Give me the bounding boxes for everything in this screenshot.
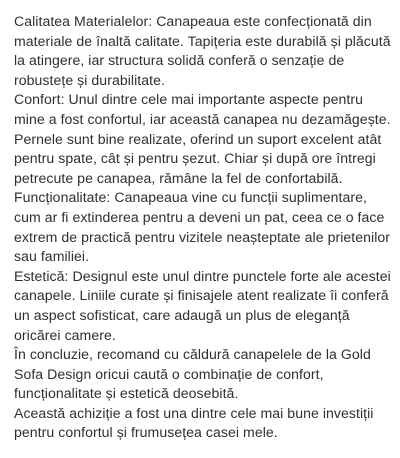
- paragraph-comfort: Confort: Unul dintre cele mai importante aspecte pentru mine a fost confortul, iar această canapea nu dezamăgește. Pernele sunt bine realizate, oferind un suport excelent atât pentru spate, cât și pentru șezut. Chiar și după ore întregi petrecute pe canapea, rămâne la fel de confortabilă.: [14, 91, 391, 186]
- paragraph-conclusion: În concluzie, recomand cu căldură canapelele de la Gold Sofa Design oricui caută o combinație de confort, funcționalitate și estetică deosebită.: [14, 346, 371, 402]
- paragraph-aesthetics: Estetică: Designul este unul dintre punctele forte ale acestei canapele. Liniile curate și finisajele atent realizate îi conferă un aspect sofisticat, care adaugă un plus de eleganță oricărei camere.: [14, 267, 391, 343]
- paragraph-closing: Această achiziție a fost una dintre cele mai bune investiții pentru confortul și frumusețea casei mele.: [14, 404, 374, 441]
- paragraph-materials: Calitatea Materialelor: Canapeaua este confecționată din materiale de înaltă calitate. Tapițeria este durabilă și plăcută la atingere, iar structura solidă conferă o senzație de robustețe și durabilitate.: [14, 13, 391, 88]
- paragraph-functionality: Funcționalitate: Canapeaua vine cu funcții suplimentare, cum ar fi extinderea pentru a deveni un pat, ceea ce o face extrem de practică pentru vizitele neașteptate ale prietenilor sau familiei.: [14, 189, 391, 265]
